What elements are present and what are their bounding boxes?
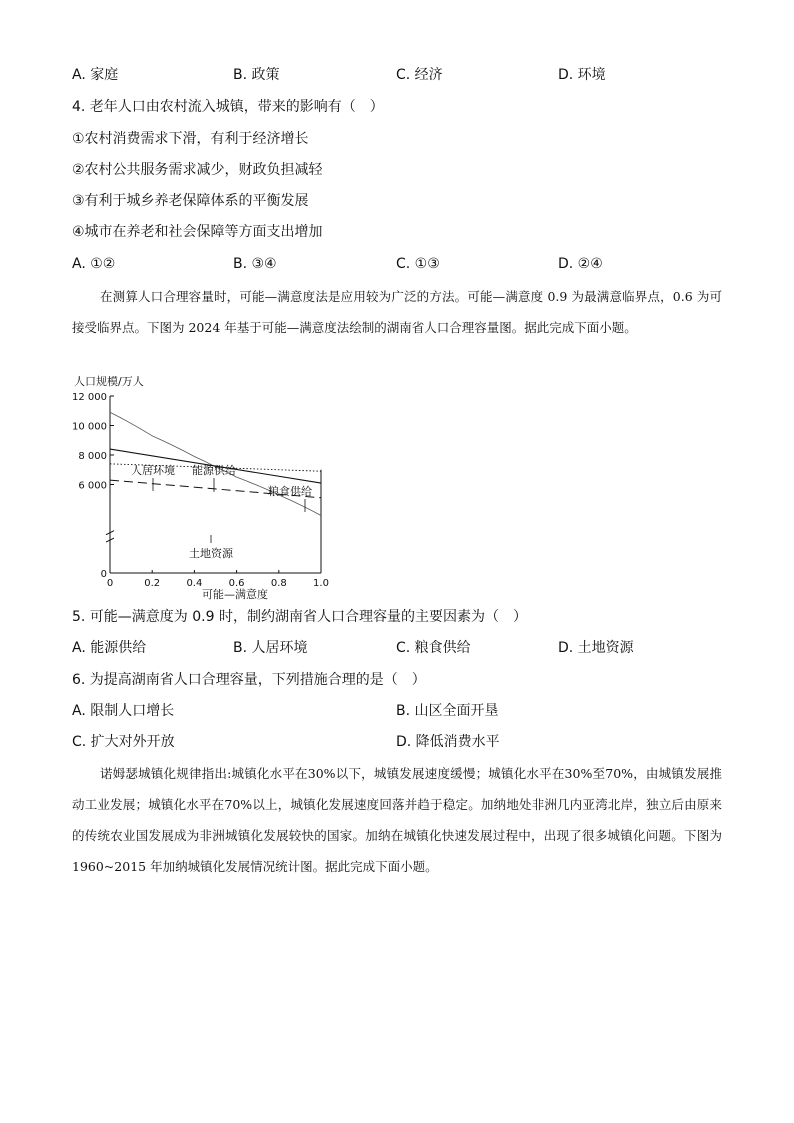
q5-option-b: B. 人居环境 [233, 640, 308, 656]
y-tick-label: 12 000 [72, 392, 107, 403]
y-tick-label: 10 000 [72, 421, 107, 433]
series-label: 人居环境 [131, 464, 175, 477]
x-axis-label: 可能—满意度 [202, 588, 268, 601]
q5-stem: 5. 可能—满意度为 0.9 时，制约湖南省人口合理容量的主要因素为（ ） [72, 609, 527, 625]
y-axis-label: 人口规模/万人 [74, 375, 144, 388]
q3-option-d: D. 环境 [558, 67, 606, 83]
population-capacity-chart [60, 368, 350, 604]
x-tick-label: 0.4 [186, 578, 203, 589]
q4-option-c: C. ①③ [396, 256, 440, 272]
x-tick-label: 0 [106, 578, 114, 589]
y-tick-label: 6 000 [78, 480, 107, 492]
q6-option-c: C. 扩大对外开放 [72, 734, 175, 750]
q4-option-b: B. ③④ [233, 256, 277, 272]
q4-stem: 4. 老年人口由农村流入城镇，带来的影响有（ ） [72, 99, 384, 115]
q6-option-b: B. 山区全面开垦 [396, 703, 499, 719]
q5-option-a: A. 能源供给 [72, 640, 147, 656]
series-label: 粮食供给 [268, 485, 312, 498]
q4-option-d: D. ②④ [558, 256, 603, 272]
x-tick-label: 0.2 [144, 578, 161, 589]
q4-item-1: ①农村消费需求下滑，有利于经济增长 [72, 131, 309, 147]
passage-ghana-urbanization: 诺姆瑟城镇化规律指出:城镇化水平在30%以下，城镇发展速度缓慢；城镇化水平在30%至70%，由城镇发展推动工业发展；城镇化水平在70%以上，城镇化发展速度回落并趋于稳定。加纳地处非洲几内亚湾北岸，独立后由原来的传统农业国发展成为非洲城镇化发展较快的国家。加纳在城镇化快速发展过程中，出现了很多城镇化问题。下图为 1960~2015 年加纳城镇化发展情况统计图。据此完成下面小题。 [72, 766, 722, 874]
passage-population-capacity: 在测算人口合理容量时，可能—满意度法是应用较为广泛的方法。可能—满意度 0.9 为最满意临界点，0.6 为可接受临界点。下图为 2024 年基于可能—满意度法绘制的湖南省人口合理容量图。据此完成下面小题。 [72, 289, 722, 335]
y-tick-label: 8 000 [78, 451, 107, 462]
x-tick-label: 0.8 [270, 578, 287, 589]
q5-option-c: C. 粮食供给 [396, 640, 471, 656]
series-label: 能源供给 [192, 464, 236, 477]
y-tick-label: 0 [100, 569, 107, 580]
q4-item-2: ②农村公共服务需求减少，财政负担减轻 [72, 162, 323, 178]
q5-option-d: D. 土地资源 [558, 640, 634, 656]
q3-option-b: B. 政策 [233, 67, 280, 83]
x-tick-label: 1.0 [313, 578, 329, 589]
q3-option-a: A. 家庭 [72, 67, 119, 83]
x-tick-label: 0.6 [228, 578, 245, 589]
q4-item-3: ③有利于城乡养老保障体系的平衡发展 [72, 193, 309, 209]
q6-option-d: D. 降低消费水平 [396, 734, 500, 750]
q6-stem: 6. 为提高湖南省人口合理容量，下列措施合理的是（ ） [72, 672, 426, 688]
q4-item-4: ④城市在养老和社会保障等方面支出增加 [72, 224, 323, 240]
q6-option-a: A. 限制人口增长 [72, 703, 175, 719]
q3-option-c: C. 经济 [396, 67, 443, 83]
series-label: 土地资源 [189, 547, 233, 560]
q4-option-a: A. ①② [72, 256, 116, 272]
